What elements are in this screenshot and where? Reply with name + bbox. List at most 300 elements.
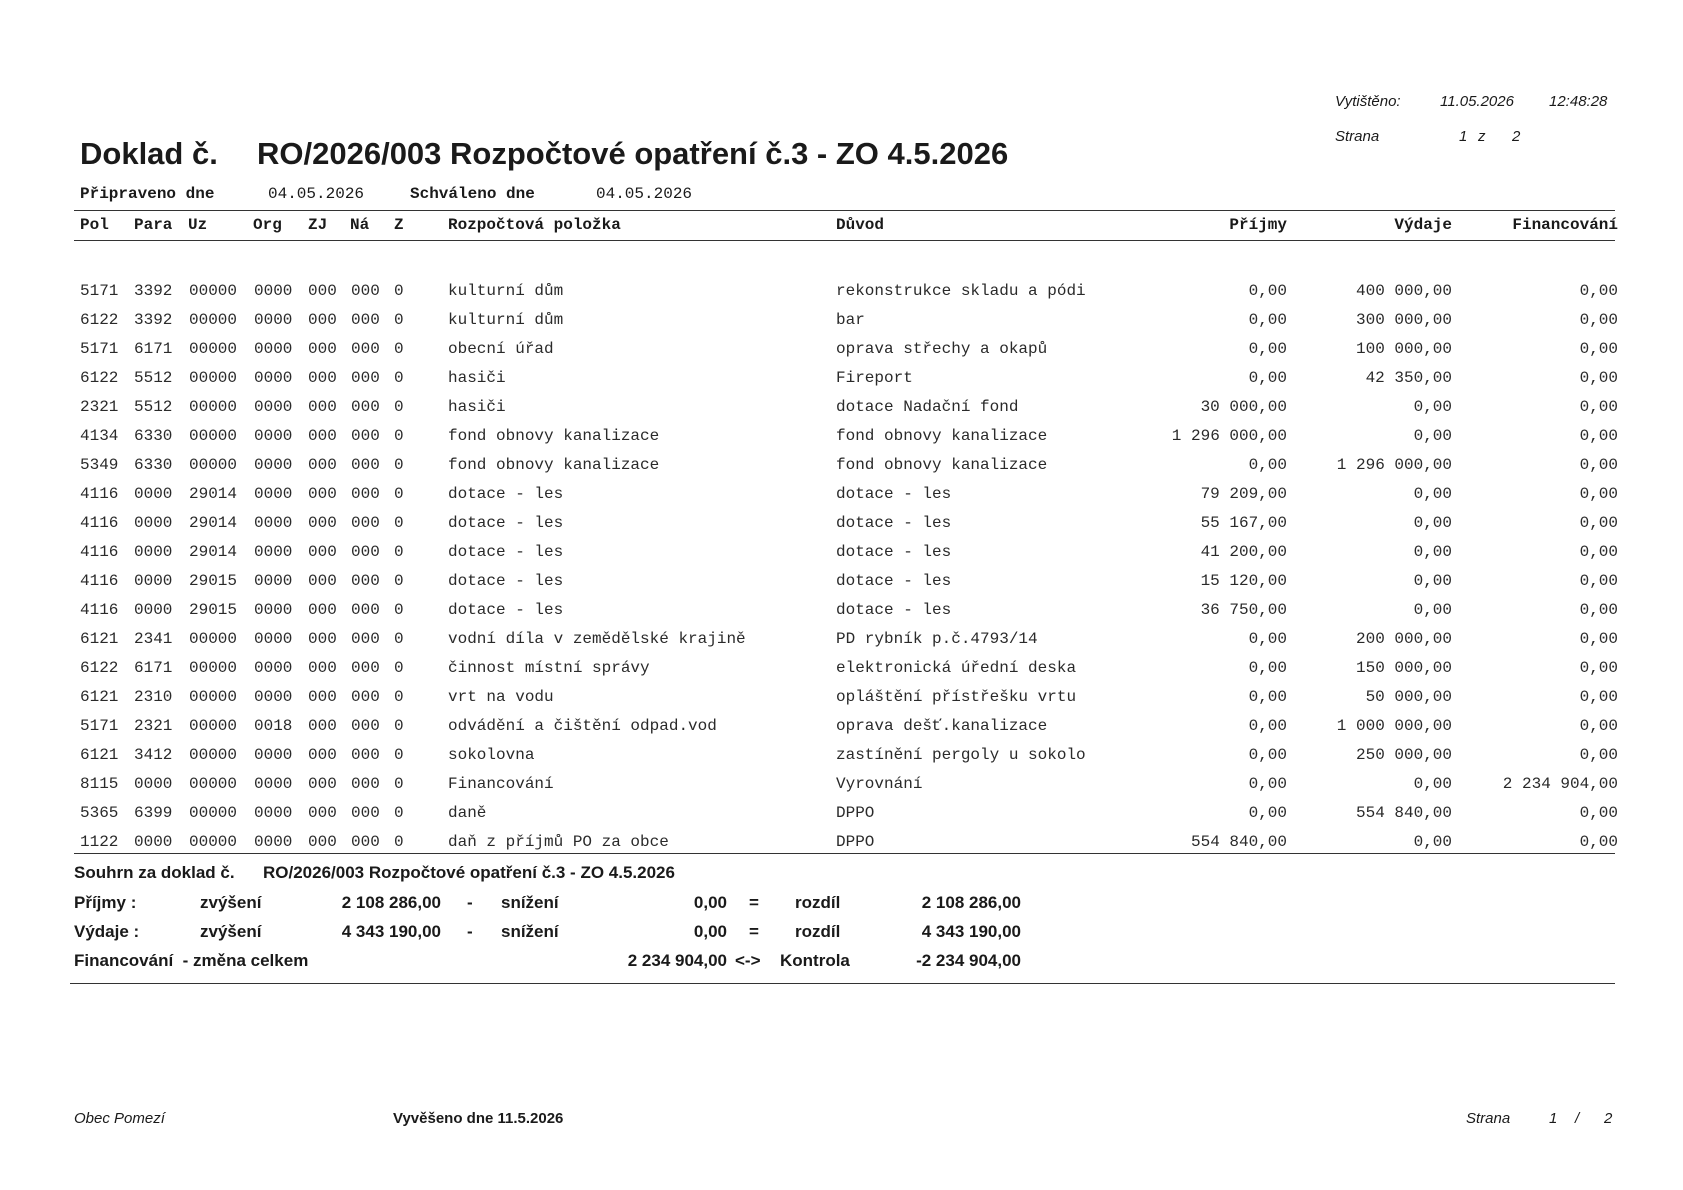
cell-prijmy: 0,00 <box>1248 717 1287 735</box>
summary-control-value: -2 234 904,00 <box>916 951 1021 970</box>
cell-polozka: daň z příjmů PO za obce <box>448 833 669 851</box>
cell-na: 000 <box>351 427 380 445</box>
cell-z: 0 <box>394 717 404 735</box>
cell-uz: 00000 <box>189 746 238 764</box>
cell-prijmy: 15 120,00 <box>1200 572 1287 590</box>
col-polozka: Rozpočtová položka <box>448 216 621 234</box>
cell-para: 6171 <box>134 340 173 358</box>
cell-z: 0 <box>394 572 404 590</box>
cell-polozka: činnost místní správy <box>448 659 650 677</box>
cell-duvod: Fireport <box>836 369 913 387</box>
table-row <box>0 833 1683 862</box>
cell-pol: 6122 <box>80 311 119 329</box>
cell-uz: 00000 <box>189 630 238 648</box>
table-row <box>0 282 1683 311</box>
table-row <box>0 659 1683 688</box>
cell-uz: 00000 <box>189 833 238 851</box>
cell-prijmy: 0,00 <box>1248 659 1287 677</box>
footer-municipality: Obec Pomezí <box>74 1110 165 1127</box>
cell-zj: 000 <box>308 804 337 822</box>
table-row <box>0 485 1683 514</box>
cell-duvod: dotace - les <box>836 514 952 532</box>
cell-prijmy: 554 840,00 <box>1190 833 1287 851</box>
cell-para: 0000 <box>134 833 173 851</box>
cell-pol: 5171 <box>80 340 119 358</box>
summary-fin-arrow: <-> <box>735 951 761 970</box>
cell-para: 0000 <box>134 775 173 793</box>
cell-zj: 000 <box>308 398 337 416</box>
cell-vydaje: 100 000,00 <box>1355 340 1452 358</box>
cell-vydaje: 0,00 <box>1413 833 1452 851</box>
cell-financovani: 0,00 <box>1579 398 1618 416</box>
cell-polozka: odvádění a čištění odpad.vod <box>448 717 717 735</box>
cell-vydaje: 1 000 000,00 <box>1336 717 1452 735</box>
cell-uz: 00000 <box>189 456 238 474</box>
cell-pol: 6121 <box>80 688 119 706</box>
cell-org: 0000 <box>254 369 293 387</box>
cell-polozka: Financování <box>448 775 554 793</box>
summary-prijmy-minus: - <box>467 893 473 912</box>
cell-prijmy: 0,00 <box>1248 630 1287 648</box>
cell-prijmy: 0,00 <box>1248 775 1287 793</box>
table-row <box>0 427 1683 456</box>
cell-pol: 1122 <box>80 833 119 851</box>
cell-financovani: 0,00 <box>1579 311 1618 329</box>
cell-zj: 000 <box>308 717 337 735</box>
summary-prijmy-label: Příjmy : <box>74 893 137 912</box>
doc-title: RO/2026/003 Rozpočtové opatření č.3 - ZO 4.5.2026 <box>257 136 1009 171</box>
summary-title-prefix: Souhrn za doklad č. <box>74 863 235 882</box>
cell-org: 0000 <box>254 688 293 706</box>
cell-prijmy: 79 209,00 <box>1200 485 1287 503</box>
cell-zj: 000 <box>308 514 337 532</box>
cell-vydaje: 250 000,00 <box>1355 746 1452 764</box>
cell-na: 000 <box>351 833 380 851</box>
cell-na: 000 <box>351 311 380 329</box>
cell-polozka: vrt na vodu <box>448 688 554 706</box>
table-row <box>0 688 1683 717</box>
footer-page-label: Strana <box>1466 1110 1511 1127</box>
cell-financovani: 2 234 904,00 <box>1502 775 1618 793</box>
summary-vydaje-decrease-label: snížení <box>501 922 559 941</box>
prepared-date: 04.05.2026 <box>268 185 365 203</box>
cell-pol: 4116 <box>80 543 119 561</box>
summary-control-label: Kontrola <box>780 951 850 970</box>
cell-z: 0 <box>394 427 404 445</box>
cell-financovani: 0,00 <box>1579 456 1618 474</box>
cell-para: 0000 <box>134 514 173 532</box>
cell-zj: 000 <box>308 572 337 590</box>
cell-org: 0000 <box>254 485 293 503</box>
col-prijmy: Příjmy <box>1229 216 1287 234</box>
cell-prijmy: 0,00 <box>1248 804 1287 822</box>
cell-zj: 000 <box>308 340 337 358</box>
cell-polozka: dotace - les <box>448 572 564 590</box>
cell-uz: 00000 <box>189 717 238 735</box>
cell-zj: 000 <box>308 833 337 851</box>
col-na: Ná <box>350 216 370 234</box>
cell-pol: 6122 <box>80 659 119 677</box>
cell-financovani: 0,00 <box>1579 485 1618 503</box>
cell-z: 0 <box>394 282 404 300</box>
cell-para: 0000 <box>134 485 173 503</box>
cell-polozka: dotace - les <box>448 485 564 503</box>
col-uz: Uz <box>188 216 208 234</box>
cell-pol: 5349 <box>80 456 119 474</box>
cell-polozka: fond obnovy kanalizace <box>448 427 660 445</box>
cell-financovani: 0,00 <box>1579 282 1618 300</box>
cell-financovani: 0,00 <box>1579 543 1618 561</box>
cell-zj: 000 <box>308 456 337 474</box>
table-row <box>0 601 1683 630</box>
cell-na: 000 <box>351 543 380 561</box>
cell-na: 000 <box>351 514 380 532</box>
footer-page-sep: / <box>1575 1110 1580 1127</box>
cell-financovani: 0,00 <box>1579 601 1618 619</box>
cell-uz: 00000 <box>189 804 238 822</box>
cell-zj: 000 <box>308 746 337 764</box>
cell-vydaje: 400 000,00 <box>1355 282 1452 300</box>
summary-prijmy-increase-label: zvýšení <box>200 893 262 912</box>
cell-org: 0000 <box>254 659 293 677</box>
cell-na: 000 <box>351 688 380 706</box>
printed-date: 11.05.2026 <box>1440 93 1514 110</box>
doc-prefix: Doklad č. <box>80 136 218 171</box>
summary-prijmy-decrease: 0,00 <box>693 893 727 912</box>
cell-prijmy: 36 750,00 <box>1200 601 1287 619</box>
cell-financovani: 0,00 <box>1579 514 1618 532</box>
cell-zj: 000 <box>308 543 337 561</box>
table-row <box>0 775 1683 804</box>
cell-financovani: 0,00 <box>1579 630 1618 648</box>
cell-org: 0000 <box>254 543 293 561</box>
table-bottom-rule <box>74 853 1615 854</box>
cell-prijmy: 41 200,00 <box>1200 543 1287 561</box>
cell-uz: 00000 <box>189 282 238 300</box>
approved-date: 04.05.2026 <box>596 185 693 203</box>
page-of-top: z <box>1478 128 1486 145</box>
summary-prijmy-increase: 2 108 286,00 <box>341 893 441 912</box>
cell-vydaje: 0,00 <box>1413 398 1452 416</box>
cell-pol: 6121 <box>80 746 119 764</box>
cell-org: 0000 <box>254 398 293 416</box>
cell-pol: 6121 <box>80 630 119 648</box>
cell-org: 0000 <box>254 282 293 300</box>
col-z: Z <box>394 216 404 234</box>
cell-na: 000 <box>351 485 380 503</box>
cell-na: 000 <box>351 282 380 300</box>
cell-pol: 5365 <box>80 804 119 822</box>
cell-na: 000 <box>351 340 380 358</box>
cell-vydaje: 42 350,00 <box>1365 369 1452 387</box>
cell-duvod: bar <box>836 311 865 329</box>
cell-na: 000 <box>351 369 380 387</box>
cell-pol: 2321 <box>80 398 119 416</box>
cell-prijmy: 30 000,00 <box>1200 398 1287 416</box>
cell-uz: 29014 <box>189 485 238 503</box>
printed-label: Vytištěno: <box>1335 93 1401 110</box>
cell-pol: 6122 <box>80 369 119 387</box>
cell-polozka: sokolovna <box>448 746 535 764</box>
cell-z: 0 <box>394 630 404 648</box>
cell-pol: 4116 <box>80 514 119 532</box>
cell-pol: 4116 <box>80 572 119 590</box>
table-row <box>0 311 1683 340</box>
cell-org: 0000 <box>254 746 293 764</box>
cell-duvod: dotace - les <box>836 543 952 561</box>
cell-pol: 5171 <box>80 282 119 300</box>
cell-vydaje: 150 000,00 <box>1355 659 1452 677</box>
cell-uz: 00000 <box>189 398 238 416</box>
cell-na: 000 <box>351 775 380 793</box>
col-para: Para <box>134 216 173 234</box>
cell-financovani: 0,00 <box>1579 746 1618 764</box>
cell-z: 0 <box>394 514 404 532</box>
cell-org: 0000 <box>254 833 293 851</box>
table-row <box>0 369 1683 398</box>
cell-uz: 29014 <box>189 543 238 561</box>
cell-vydaje: 554 840,00 <box>1355 804 1452 822</box>
cell-duvod: PD rybník p.č.4793/14 <box>836 630 1038 648</box>
cell-z: 0 <box>394 659 404 677</box>
cell-vydaje: 0,00 <box>1413 572 1452 590</box>
cell-para: 6330 <box>134 427 173 445</box>
summary-fin-label: Financování - změna celkem <box>74 951 309 970</box>
footer-posted: Vyvěšeno dne 11.5.2026 <box>393 1110 564 1127</box>
prepared-label: Připraveno dne <box>80 185 215 203</box>
cell-org: 0000 <box>254 340 293 358</box>
cell-polozka: dotace - les <box>448 543 564 561</box>
cell-prijmy: 0,00 <box>1248 340 1287 358</box>
cell-vydaje: 300 000,00 <box>1355 311 1452 329</box>
cell-org: 0000 <box>254 311 293 329</box>
cell-duvod: elektronická úřední deska <box>836 659 1077 677</box>
cell-zj: 000 <box>308 485 337 503</box>
cell-na: 000 <box>351 659 380 677</box>
cell-z: 0 <box>394 833 404 851</box>
cell-para: 6330 <box>134 456 173 474</box>
cell-duvod: DPPO <box>836 833 875 851</box>
cell-para: 0000 <box>134 543 173 561</box>
cell-para: 5512 <box>134 369 173 387</box>
cell-z: 0 <box>394 543 404 561</box>
cell-na: 000 <box>351 630 380 648</box>
table-row <box>0 630 1683 659</box>
cell-vydaje: 0,00 <box>1413 485 1452 503</box>
cell-pol: 5171 <box>80 717 119 735</box>
cell-financovani: 0,00 <box>1579 804 1618 822</box>
cell-na: 000 <box>351 746 380 764</box>
cell-polozka: dotace - les <box>448 601 564 619</box>
cell-z: 0 <box>394 311 404 329</box>
cell-polozka: kulturní dům <box>448 282 564 300</box>
summary-title-doc: RO/2026/003 Rozpočtové opatření č.3 - ZO 4.5.2026 <box>263 863 675 882</box>
table-row <box>0 398 1683 427</box>
cell-uz: 00000 <box>189 659 238 677</box>
cell-z: 0 <box>394 775 404 793</box>
cell-polozka: vodní díla v zemědělské krajině <box>448 630 746 648</box>
approved-label: Schváleno dne <box>410 185 535 203</box>
cell-org: 0000 <box>254 572 293 590</box>
cell-z: 0 <box>394 746 404 764</box>
cell-zj: 000 <box>308 369 337 387</box>
cell-prijmy: 0,00 <box>1248 688 1287 706</box>
table-row <box>0 456 1683 485</box>
cell-zj: 000 <box>308 601 337 619</box>
cell-vydaje: 200 000,00 <box>1355 630 1452 648</box>
cell-prijmy: 0,00 <box>1248 311 1287 329</box>
cell-prijmy: 0,00 <box>1248 456 1287 474</box>
summary-prijmy-decrease-label: snížení <box>501 893 559 912</box>
cell-para: 0000 <box>134 572 173 590</box>
col-duvod: Důvod <box>836 216 885 234</box>
cell-uz: 00000 <box>189 427 238 445</box>
cell-duvod: oprava dešť.kanalizace <box>836 717 1048 735</box>
cell-pol: 8115 <box>80 775 119 793</box>
cell-org: 0000 <box>254 514 293 532</box>
summary-bottom-rule <box>70 983 1615 984</box>
cell-zj: 000 <box>308 659 337 677</box>
cell-financovani: 0,00 <box>1579 717 1618 735</box>
cell-z: 0 <box>394 485 404 503</box>
cell-prijmy: 0,00 <box>1248 746 1287 764</box>
cell-para: 2310 <box>134 688 173 706</box>
cell-zj: 000 <box>308 311 337 329</box>
cell-zj: 000 <box>308 282 337 300</box>
cell-uz: 00000 <box>189 688 238 706</box>
cell-z: 0 <box>394 398 404 416</box>
cell-duvod: zastínění pergoly u sokolo <box>836 746 1086 764</box>
cell-para: 2321 <box>134 717 173 735</box>
table-header-rule <box>74 240 1615 241</box>
cell-duvod: oprava střechy a okapů <box>836 340 1048 358</box>
cell-vydaje: 1 296 000,00 <box>1336 456 1452 474</box>
cell-para: 6171 <box>134 659 173 677</box>
col-vydaje: Výdaje <box>1394 216 1452 234</box>
cell-para: 6399 <box>134 804 173 822</box>
cell-duvod: opláštění přístřešku vrtu <box>836 688 1077 706</box>
cell-duvod: rekonstrukce skladu a pódi <box>836 282 1086 300</box>
cell-org: 0000 <box>254 427 293 445</box>
cell-vydaje: 0,00 <box>1413 514 1452 532</box>
summary-vydaje-increase: 4 343 190,00 <box>341 922 441 941</box>
cell-na: 000 <box>351 456 380 474</box>
cell-uz: 00000 <box>189 775 238 793</box>
summary-vydaje-diff: 4 343 190,00 <box>921 922 1021 941</box>
cell-z: 0 <box>394 456 404 474</box>
cell-prijmy: 0,00 <box>1248 282 1287 300</box>
cell-vydaje: 0,00 <box>1413 601 1452 619</box>
summary-prijmy-equals: = <box>749 893 759 912</box>
cell-uz: 29015 <box>189 572 238 590</box>
cell-z: 0 <box>394 804 404 822</box>
cell-para: 3412 <box>134 746 173 764</box>
summary-vydaje-minus: - <box>467 922 473 941</box>
summary-vydaje-equals: = <box>749 922 759 941</box>
cell-financovani: 0,00 <box>1579 427 1618 445</box>
col-org: Org <box>253 216 282 234</box>
cell-prijmy: 55 167,00 <box>1200 514 1287 532</box>
cell-para: 0000 <box>134 601 173 619</box>
cell-polozka: hasiči <box>448 398 506 416</box>
table-row <box>0 543 1683 572</box>
table-top-rule <box>74 210 1615 211</box>
page-total-top: 2 <box>1512 128 1521 145</box>
summary-prijmy-diff: 2 108 286,00 <box>921 893 1021 912</box>
cell-financovani: 0,00 <box>1579 659 1618 677</box>
cell-duvod: DPPO <box>836 804 875 822</box>
cell-zj: 000 <box>308 775 337 793</box>
table-row <box>0 746 1683 775</box>
summary-fin-value: 2 234 904,00 <box>627 951 727 970</box>
cell-polozka: fond obnovy kanalizace <box>448 456 660 474</box>
cell-financovani: 0,00 <box>1579 572 1618 590</box>
cell-duvod: dotace - les <box>836 601 952 619</box>
printed-time: 12:48:28 <box>1549 93 1608 110</box>
summary-vydaje-increase-label: zvýšení <box>200 922 262 941</box>
cell-uz: 29015 <box>189 601 238 619</box>
cell-org: 0000 <box>254 630 293 648</box>
cell-financovani: 0,00 <box>1579 688 1618 706</box>
page-current-top: 1 <box>1459 128 1468 145</box>
table-row <box>0 340 1683 369</box>
table-row <box>0 717 1683 746</box>
cell-zj: 000 <box>308 630 337 648</box>
table-row <box>0 804 1683 833</box>
cell-duvod: Vyrovnání <box>836 775 923 793</box>
cell-org: 0000 <box>254 456 293 474</box>
cell-prijmy: 0,00 <box>1248 369 1287 387</box>
cell-na: 000 <box>351 398 380 416</box>
cell-para: 2341 <box>134 630 173 648</box>
cell-org: 0018 <box>254 717 293 735</box>
cell-duvod: dotace - les <box>836 572 952 590</box>
cell-uz: 00000 <box>189 340 238 358</box>
footer-page-total: 2 <box>1604 1110 1613 1127</box>
table-row <box>0 572 1683 601</box>
cell-z: 0 <box>394 688 404 706</box>
cell-polozka: obecní úřad <box>448 340 554 358</box>
cell-uz: 29014 <box>189 514 238 532</box>
cell-duvod: dotace Nadační fond <box>836 398 1019 416</box>
summary-vydaje-diff-label: rozdíl <box>795 922 841 941</box>
summary-vydaje-decrease: 0,00 <box>693 922 727 941</box>
cell-pol: 4116 <box>80 485 119 503</box>
cell-pol: 4134 <box>80 427 119 445</box>
cell-na: 000 <box>351 601 380 619</box>
cell-z: 0 <box>394 601 404 619</box>
cell-polozka: daně <box>448 804 487 822</box>
cell-org: 0000 <box>254 804 293 822</box>
page-label-top: Strana <box>1335 128 1380 145</box>
cell-org: 0000 <box>254 775 293 793</box>
cell-polozka: hasiči <box>448 369 506 387</box>
footer-page-current: 1 <box>1549 1110 1558 1127</box>
col-financovani: Financování <box>1512 216 1618 234</box>
cell-financovani: 0,00 <box>1579 340 1618 358</box>
cell-uz: 00000 <box>189 311 238 329</box>
cell-duvod: fond obnovy kanalizace <box>836 427 1048 445</box>
summary-prijmy-diff-label: rozdíl <box>795 893 841 912</box>
col-pol: Pol <box>80 216 109 234</box>
cell-prijmy: 1 296 000,00 <box>1171 427 1287 445</box>
cell-na: 000 <box>351 804 380 822</box>
cell-polozka: kulturní dům <box>448 311 564 329</box>
cell-pol: 4116 <box>80 601 119 619</box>
cell-para: 3392 <box>134 282 173 300</box>
table-row <box>0 514 1683 543</box>
cell-vydaje: 0,00 <box>1413 775 1452 793</box>
